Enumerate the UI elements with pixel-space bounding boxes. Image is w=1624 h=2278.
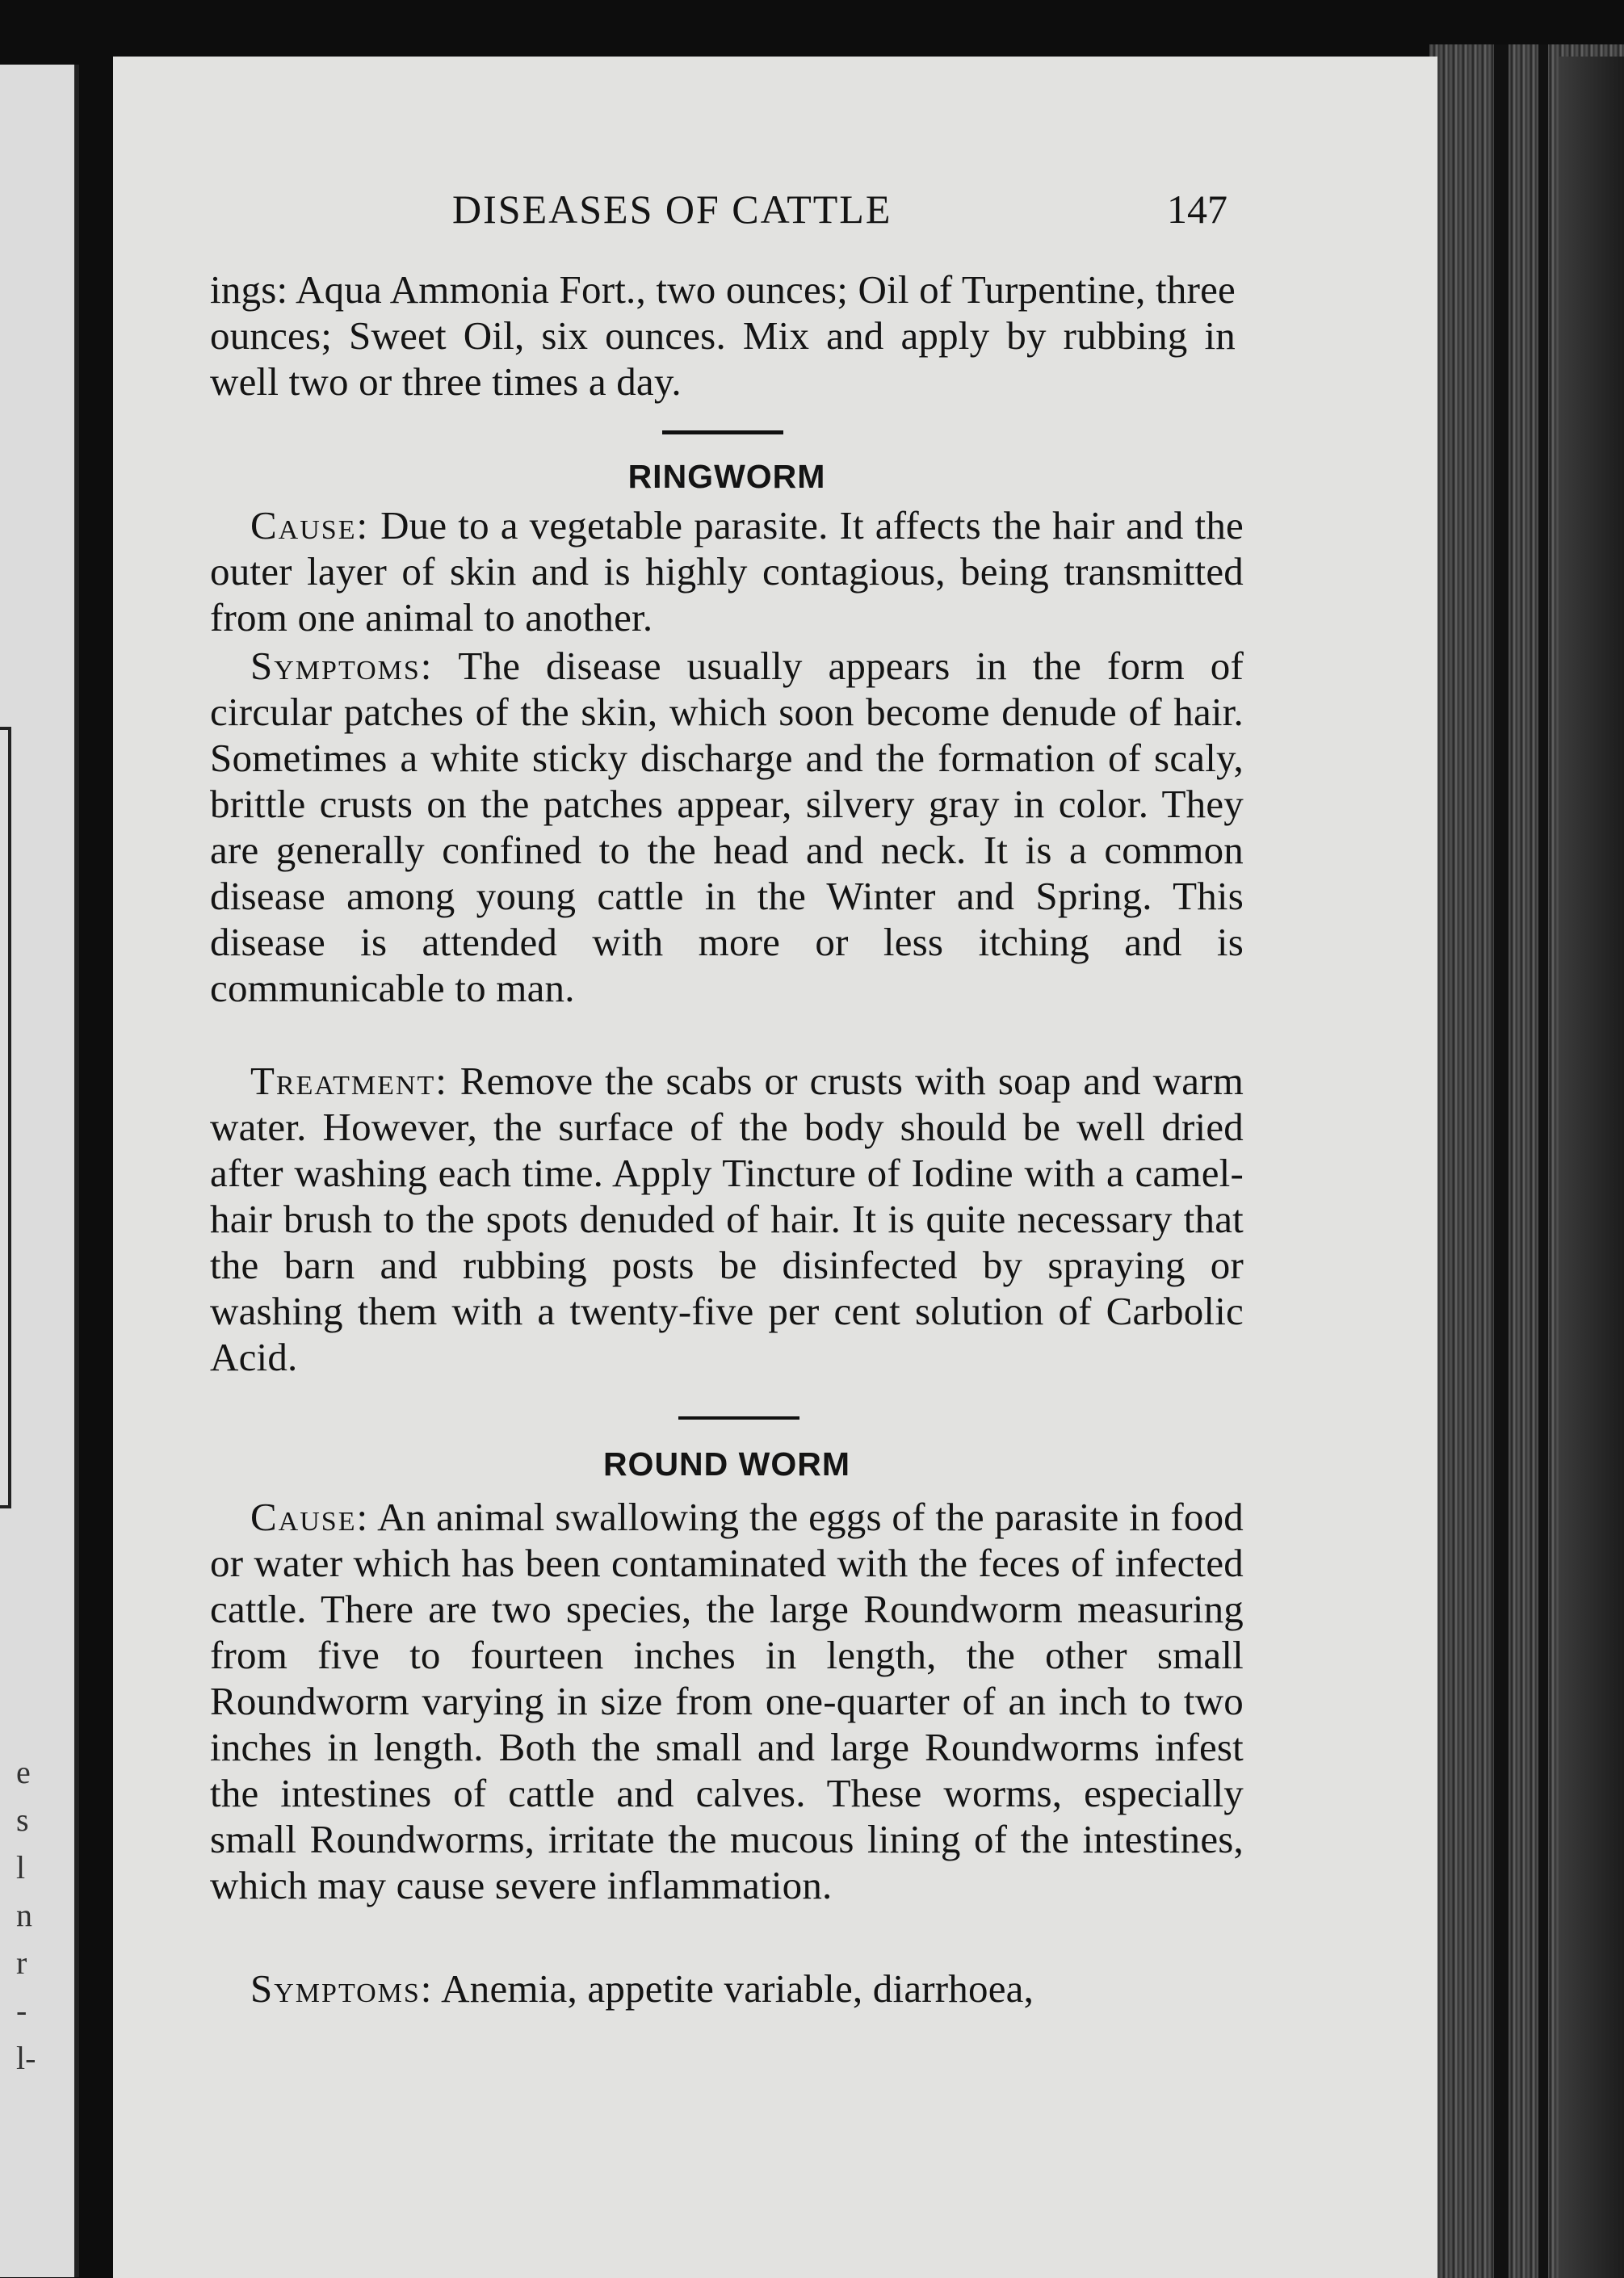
cause-text: Due to a vegetable parasite. It affects the hair and the outer layer of skin and is highly contagious, being transmitted from one animal to another. — [210, 503, 1244, 640]
book-cover-edge — [1559, 57, 1624, 2278]
section-heading-ringworm: RINGWORM — [627, 458, 826, 495]
roundworm-cause-paragraph — [210, 1494, 1244, 1908]
running-head: DISEASES OF CATTLE — [452, 187, 892, 232]
left-char: l- — [16, 2040, 36, 2076]
cause-label: Cause: — [250, 1495, 370, 1539]
left-char: l — [16, 1849, 26, 1886]
symptoms-text: The disease usually appears in the form of circular patches of the skin, which soon become denude of hair. Sometimes a white sticky discharge and the formation of scaly, brittle crusts on the patches appear, silvery gray in color. They are generally confined to the head and neck. It is a common disease among young cattle in the Winter and Spring. This disease is attended with more or less itching and is communicable to man. — [210, 644, 1244, 1010]
cause-label: Cause: — [250, 503, 370, 547]
left-char: n — [16, 1897, 32, 1933]
left-char: e — [16, 1754, 31, 1790]
section-heading-round-worm: ROUND WORM — [602, 1445, 851, 1483]
symptoms-label: Symptoms: — [250, 1966, 434, 2011]
page-header — [210, 186, 1252, 242]
ringworm-symptoms-paragraph — [210, 643, 1244, 1011]
section-divider — [210, 430, 1244, 434]
page-edge-shadow — [1494, 44, 1509, 2278]
page-number: 147 — [1167, 187, 1227, 232]
left-char: r — [16, 1944, 27, 1981]
left-facing-page — [0, 65, 79, 2277]
symptoms-text: Anemia, appetite variable, diarrhoea, — [441, 1966, 1034, 2011]
intro-paragraph: ings: Aqua Ammonia Fort., two ounces; Oil of Turpentine, three ounces; Sweet Oil, six ounces. Mix and apply by rubbing in well two or three times a day. — [210, 267, 1236, 404]
ringworm-treatment-paragraph — [210, 1058, 1244, 1380]
left-page-text-fragment — [16, 1748, 48, 2082]
left-char: - — [16, 1992, 27, 2028]
roundworm-symptoms-paragraph — [210, 1965, 1244, 2012]
left-char: s — [16, 1802, 29, 1838]
left-page-frame — [0, 727, 11, 1508]
cause-text: An animal swallowing the eggs of the parasite in food or water which has been contaminated with the feces of infected cattle. There are two species, the large Roundworm measuring from five to fourteen inches in length, the other small Roundworm varying in size from one-quarter of an inch to two inches in length. Both the small and large Roundworms infest the intestines of cattle and calves. These worms, especially small Roundworms, irritate the mucous lining of the intestines, which may cause severe inflammation. — [210, 1495, 1244, 1907]
section-divider — [210, 1416, 1244, 1420]
treatment-text: Remove the scabs or crusts with soap and warm water. However, the surface of the body should be well dried after washing each time. Apply Tincture of Iodine with a camel-hair brush to the spots denuded of hair. It is quite necessary that the barn and rubbing posts be disinfected by spraying or washing them with a twenty-five per cent solution of Carbolic Acid. — [210, 1059, 1244, 1379]
symptoms-label: Symptoms: — [250, 644, 434, 688]
treatment-label: Treatment: — [250, 1059, 448, 1103]
ringworm-cause-paragraph — [210, 502, 1244, 640]
page-edge-shadow — [1538, 44, 1548, 2278]
